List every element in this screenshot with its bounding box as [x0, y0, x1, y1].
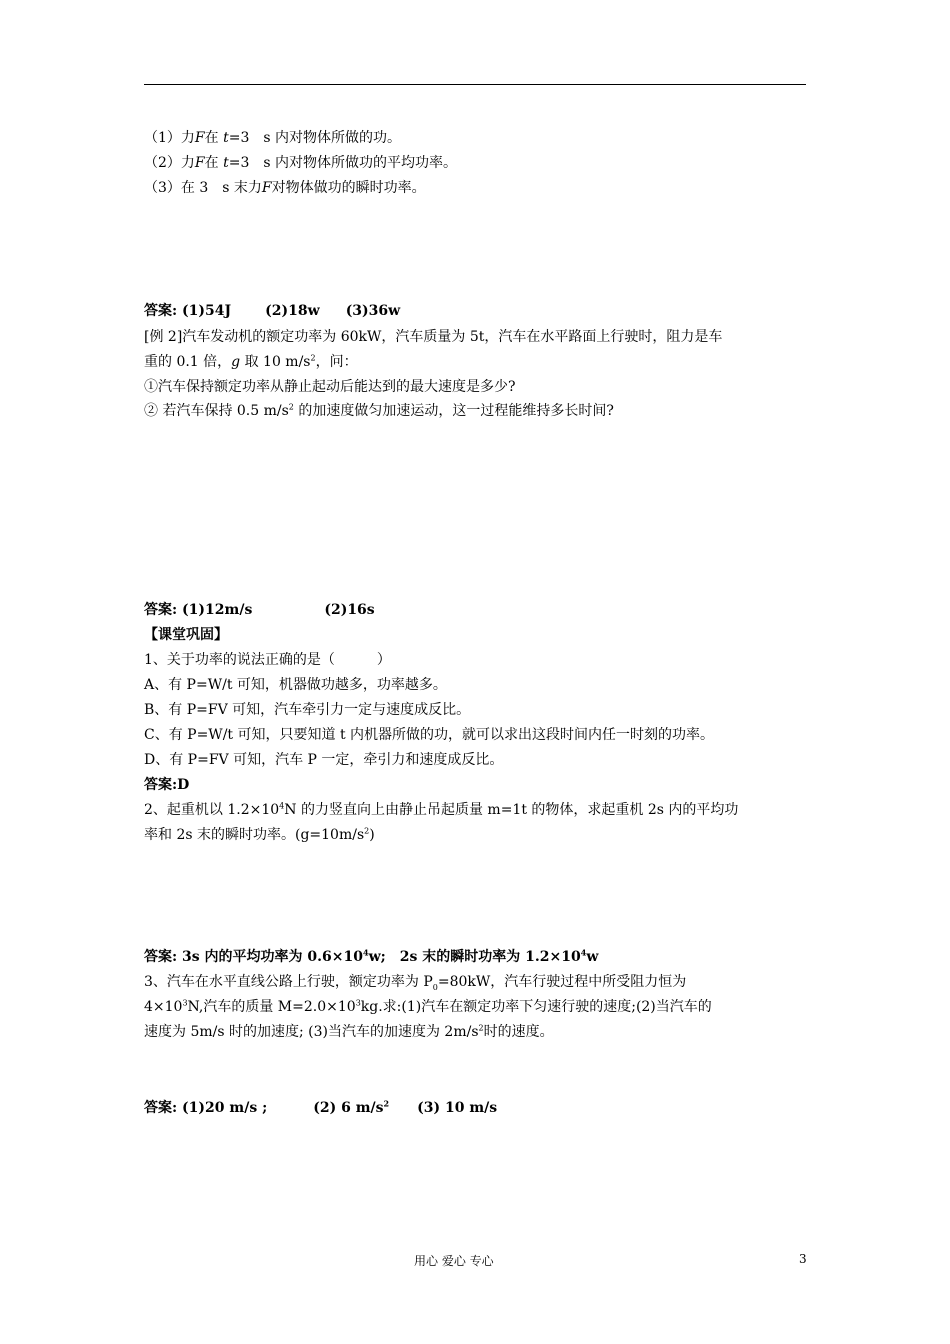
c2-line-1: 2、起重机以 $1.2\times 10^4N$ 的力竖直向上由静止吊起质量 m=1t 的物体，求起重机 2s 内的平均功 [144, 801, 739, 818]
q1-part-2: （2）力F在 t=3 s 内对物体所做功的平均功率。 [144, 155, 458, 171]
c3-answer: 答案: (1)20 m/s ; (2) 6 $m/s^2$ (3) 10 m/s [144, 1098, 498, 1116]
c1-option-d: D、有 P=FV 可知，汽车 P 一定，牵引力和速度成反比。 [144, 752, 504, 768]
q1-part-1: （1）力F在 t=3 s 内对物体所做的功。 [144, 130, 402, 146]
example-2-q1: ①汽车保持额定功率从静止起动后能达到的最大速度是多少? [144, 379, 516, 395]
c3-line-1: 3、汽车在水平直线公路上行驶，额定功率为 $P_0=80kW$，汽车行驶过程中所受阻力恒为 [144, 974, 687, 992]
answer-2: 答案: (1)12m/s (2)16s [144, 602, 375, 618]
header-rule [144, 84, 806, 85]
page-number: 3 [799, 1252, 807, 1266]
c1-answer: 答案:D [144, 777, 190, 793]
c2-line-2: 率和 2s 末的瞬时功率。$(g=10m/s^2)$ [144, 826, 375, 843]
section-title: 【课堂巩固】 [144, 627, 228, 643]
c3-line-2: $4\times 10^3N$,汽车的质量 $M=2.0\times 10^3kg$.求:(1)汽车在额定功率下匀速行驶的速度;(2)当汽车的 [144, 998, 712, 1015]
q1-part-3: （3）在 3 s 末力F对物体做功的瞬时功率。 [144, 180, 426, 196]
c1-option-b: B、有 P=FV 可知，汽车牵引力一定与速度成反比。 [144, 702, 471, 718]
footer-motto: 用心 爱心 专心 [414, 1254, 494, 1268]
example-2-line-2: 重的 0.1 倍，g 取 10 $m/s^2$，问： [144, 353, 358, 370]
c1-stem: 1、关于功率的说法正确的是（ ） [144, 652, 391, 668]
example-2-q2: ② 若汽车保持 0.5 $m/s^2$ 的加速度做匀加速运动，这一过程能维持多长时间? [144, 402, 614, 419]
c3-line-3: 速度为 5m/s 时的加速度; (3)当汽车的加速度为 $2m/s^2$时的速度。 [144, 1023, 554, 1040]
c1-option-c: C、有 P=W/t 可知，只要知道 t 内机器所做的功，就可以求出这段时间内任一时刻的功率。 [144, 727, 715, 743]
answer-1: 答案: (1)54J (2)18w (3)36w [144, 303, 401, 319]
c2-answer: 答案: 3s 内的平均功率为 $0.6\times 10^4w$; 2s 末的瞬时功率为 $1.2\times 10^4w$ [144, 947, 599, 965]
example-2-line-1: [例 2]汽车发动机的额定功率为 60kW，汽车质量为 5t，汽车在水平路面上行驶时，阻力是车 [144, 329, 723, 345]
c1-option-a: A、有 P=W/t 可知，机器做功越多，功率越多。 [144, 677, 447, 693]
